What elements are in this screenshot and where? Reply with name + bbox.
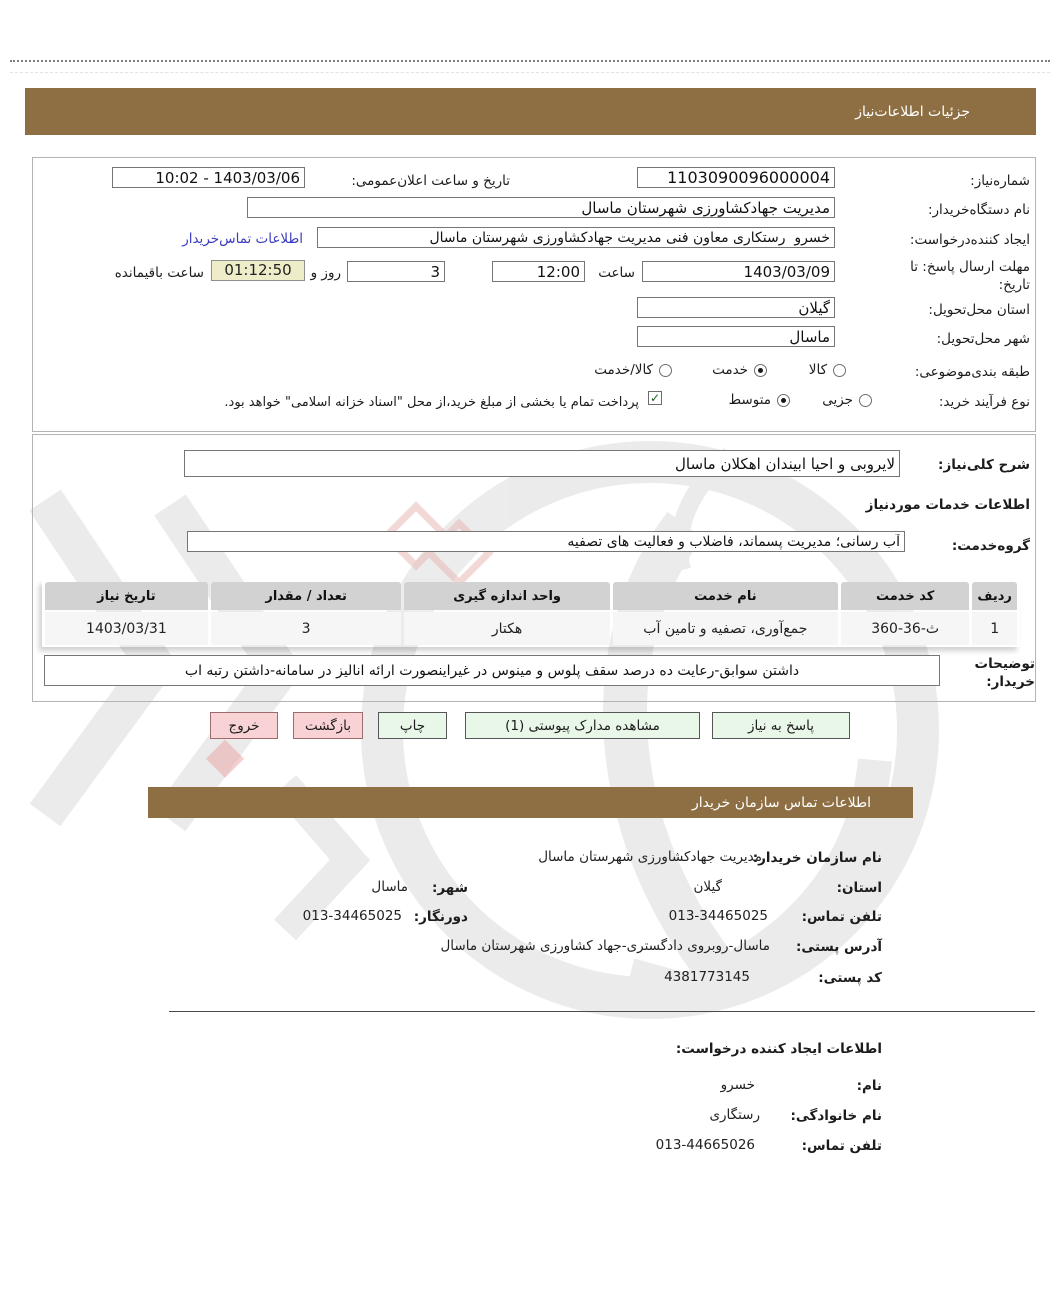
- exit-button[interactable]: خروج: [210, 712, 278, 739]
- delivery-city-input[interactable]: [637, 326, 835, 347]
- cell-row-number: 1: [972, 612, 1017, 645]
- org-fax-label: دورنگار:: [413, 909, 468, 925]
- response-deadline-label: مهلت ارسال پاسخ: تا تاریخ:: [910, 259, 1030, 293]
- announce-datetime-input[interactable]: [112, 167, 305, 188]
- need-number-input[interactable]: [637, 167, 835, 188]
- org-name-value: مدیریت جهادکشاورزی شهرستان ماسال: [538, 849, 762, 865]
- creator-last-name-value: رستگاری: [709, 1107, 760, 1123]
- top-dashed-separator: [10, 72, 1050, 73]
- delivery-province-input[interactable]: [637, 297, 835, 318]
- org-city-label: شهر:: [432, 880, 468, 896]
- need-description-label: شرح کلی‌نیاز:: [938, 457, 1030, 473]
- cell-unit: هکتار: [404, 612, 609, 645]
- col-service-code: کد خدمت: [841, 582, 969, 610]
- radio-medium-label: متوسط: [728, 392, 771, 408]
- org-province-label: استان:: [836, 880, 882, 896]
- cell-quantity: 3: [211, 612, 402, 645]
- radio-icon: [859, 394, 872, 407]
- page-title-bar: [25, 88, 1036, 135]
- radio-icon: [833, 364, 846, 377]
- org-postal-value: 4381773145: [664, 969, 750, 985]
- cell-service-code: ث-36-360: [841, 612, 969, 645]
- radio-checked-icon: [754, 364, 767, 377]
- table-header-row: [45, 582, 1017, 610]
- creator-first-name-value: خسرو: [720, 1077, 755, 1093]
- radio-service[interactable]: [712, 362, 767, 378]
- col-unit: واحد اندازه گیری: [404, 582, 609, 610]
- creator-first-name-label: نام:: [856, 1078, 882, 1094]
- announce-datetime-label: تاریخ و ساعت اعلان‌عمومی:: [351, 173, 510, 189]
- treasury-note: پرداخت تمام یا بخشی از مبلغ خرید،از محل "اسناد خزانه اسلامی" خواهد بود.: [224, 395, 639, 410]
- buyer-contact-link[interactable]: اطلاعات تماس‌خریدار: [182, 231, 303, 247]
- col-need-date: تاریخ نیاز: [45, 582, 208, 610]
- org-contact-title: اطلاعات تماس سازمان خریدار: [692, 794, 871, 811]
- radio-service-label: خدمت: [712, 362, 748, 378]
- service-items-table: [42, 580, 1020, 647]
- services-section-heading: اطلاعات خدمات موردنیاز: [865, 497, 1030, 513]
- need-description-input[interactable]: [184, 450, 900, 477]
- org-contact-title-bar: [148, 787, 913, 818]
- radio-minor[interactable]: [822, 392, 872, 408]
- need-number-label: شماره‌نیاز:: [970, 173, 1030, 189]
- radio-goods-service-label: کالا/خدمت: [594, 362, 653, 378]
- deadline-date-input[interactable]: [642, 261, 835, 282]
- radio-icon: [659, 364, 672, 377]
- respond-button[interactable]: پاسخ به نیاز: [712, 712, 850, 739]
- creator-last-name-label: نام خانوادگی:: [790, 1108, 882, 1124]
- creator-phone-label: تلفن تماس:: [801, 1138, 882, 1154]
- time-remaining-label: ساعت باقیمانده: [114, 265, 204, 281]
- org-postal-label: کد پستی:: [818, 970, 882, 986]
- buyer-device-input[interactable]: [247, 197, 835, 218]
- print-button[interactable]: چاپ: [378, 712, 447, 739]
- radio-goods-service[interactable]: [594, 362, 672, 378]
- org-province-value: گیلان: [693, 879, 722, 895]
- subject-category-label: طبقه بندی‌موضوعی:: [914, 364, 1030, 380]
- radio-goods[interactable]: [809, 362, 846, 378]
- page-title: جزئیات اطلاعات‌نیاز: [855, 103, 970, 120]
- cell-need-date: 1403/03/31: [45, 612, 208, 645]
- org-address-value: ماسال-روبروی دادگستری-جهاد کشاورزی شهرستان ماسال: [440, 938, 770, 954]
- table-row: [45, 612, 1017, 645]
- org-fax-value: 013-34465025: [302, 908, 402, 924]
- radio-medium[interactable]: [729, 392, 790, 408]
- creator-phone-value: 013-44665026: [655, 1137, 755, 1153]
- days-remaining-input[interactable]: [347, 261, 445, 282]
- request-creator-label: ایجاد کننده‌درخواست:: [909, 232, 1030, 248]
- col-quantity: تعداد / مقدار: [211, 582, 402, 610]
- top-dotted-separator: [10, 60, 1050, 62]
- back-button[interactable]: بازگشت: [293, 712, 363, 739]
- process-type-label: نوع فرآیند خرید:: [938, 394, 1030, 410]
- org-phone-label: تلفن تماس:: [801, 909, 882, 925]
- service-group-input[interactable]: [187, 531, 905, 552]
- buyer-notes-input[interactable]: [44, 655, 940, 686]
- radio-goods-label: کالا: [808, 362, 827, 378]
- request-creator-input[interactable]: [317, 227, 835, 248]
- hour-label: ساعت: [598, 265, 635, 281]
- treasury-checkbox[interactable]: [648, 391, 662, 405]
- creator-section-heading: اطلاعات ایجاد کننده درخواست:: [675, 1041, 882, 1057]
- delivery-province-label: استان محل‌تحویل:: [928, 302, 1030, 318]
- org-name-label: نام سازمان خریدار:: [752, 850, 882, 866]
- section-separator: [169, 1011, 1035, 1012]
- col-row-number: ردیف: [972, 582, 1017, 610]
- days-label: روز و: [310, 265, 341, 281]
- radio-minor-label: جزیی: [822, 392, 853, 408]
- buyer-notes-label: توضیحات خریدار:: [974, 656, 1035, 690]
- radio-checked-icon: [777, 394, 790, 407]
- org-phone-value: 013-34465025: [668, 908, 768, 924]
- delivery-city-label: شهر محل‌تحویل:: [936, 331, 1030, 347]
- cell-service-name: جمع‌آوری، تصفیه و تامین آب: [613, 612, 838, 645]
- org-city-value: ماسال: [371, 879, 408, 895]
- checkmark-icon: ✓: [649, 391, 661, 405]
- org-address-label: آدرس پستی:: [795, 939, 882, 955]
- service-group-label: گروه‌خدمت:: [951, 538, 1030, 554]
- col-service-name: نام خدمت: [613, 582, 838, 610]
- deadline-time-input[interactable]: [492, 261, 585, 282]
- buyer-device-label: نام دستگاه‌خریدار:: [927, 202, 1030, 218]
- time-remaining-box: 01:12:50: [211, 260, 305, 281]
- attachments-button[interactable]: مشاهده مدارک پیوستی (1): [465, 712, 700, 739]
